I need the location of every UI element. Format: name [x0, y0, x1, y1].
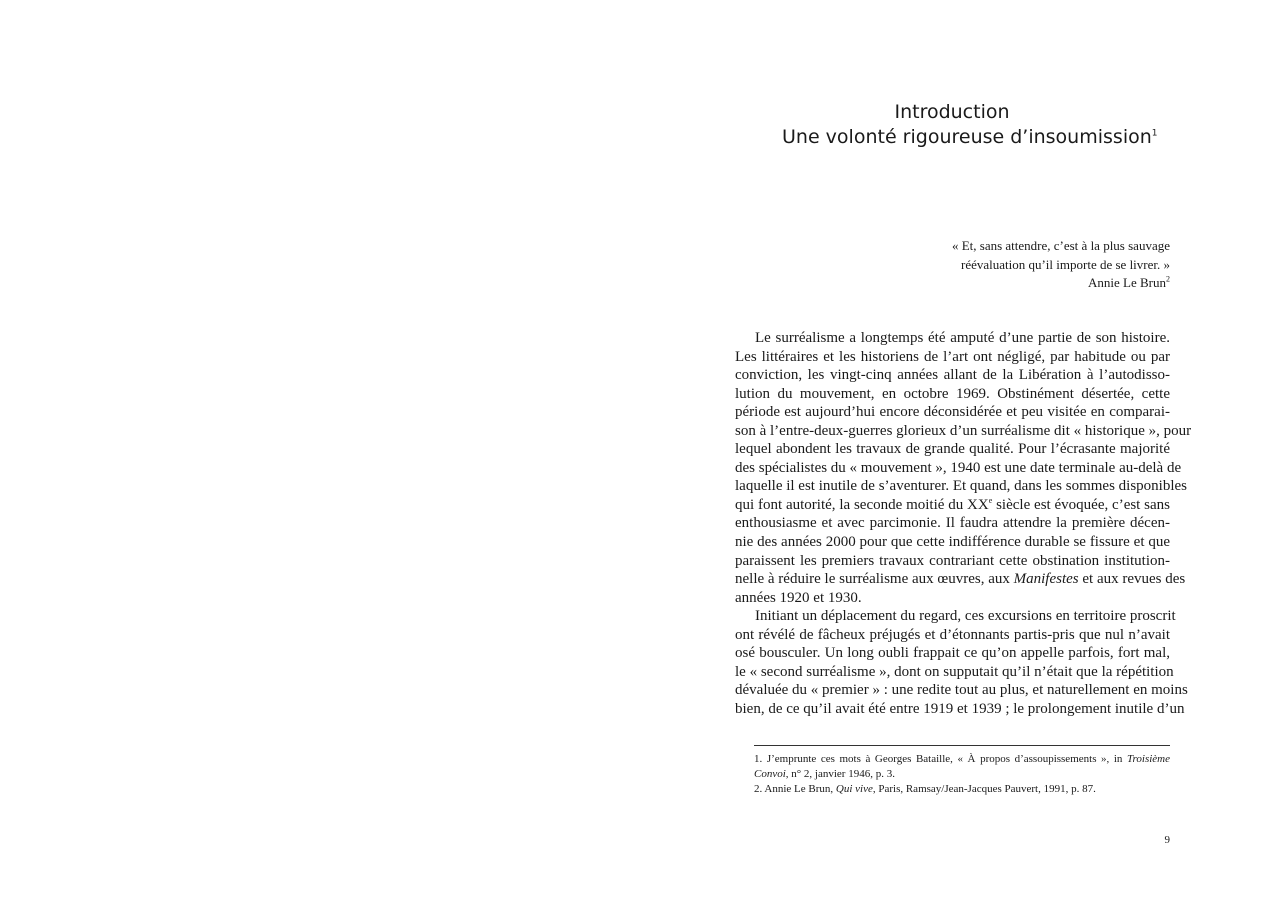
text-line: Le surréalisme a longtemps été amputé d’une partie de son histoire. — [755, 330, 1170, 346]
text-segment: qui font autorité, la seconde moitié du XX — [735, 496, 989, 513]
text-line — [735, 496, 1170, 515]
chapter-title: Introduction — [894, 101, 1010, 123]
footnote-1-line-1 — [754, 752, 1170, 767]
text-line: ont révélé de fâcheux préjugés et d’étonnants partis-pris que nul n’avait — [735, 626, 1170, 643]
italic-title: Manifestes — [1013, 571, 1079, 588]
epigraph-author-name: Annie Le Brun — [1088, 275, 1166, 291]
text-line: Initiant un déplacement du regard, ces excursions en territoire proscrit — [755, 608, 1176, 625]
text-line: période est aujourd’hui encore déconsidérée et peu visitée en comparai- — [735, 404, 1170, 421]
italic-title: Troisième — [1127, 753, 1170, 765]
text-line: des spécialistes du « mouvement », 1940 est une date terminale au-delà de — [735, 459, 1182, 476]
epigraph-line-1: « Et, sans attendre, c’est à la plus sauvage — [951, 238, 1170, 253]
page-number: 9 — [1164, 834, 1170, 846]
text-line: lution du mouvement, en octobre 1969. Obstinément désertée, cette — [735, 385, 1170, 402]
footnote-1-line-2 — [754, 767, 1170, 782]
chapter-subtitle — [782, 125, 1158, 150]
footnotes — [754, 745, 1170, 797]
right-page — [641, 0, 1282, 904]
text-line: dévaluée du « premier » : une redite tout au plus, et naturellement en moins — [735, 682, 1188, 699]
chapter-heading — [782, 100, 1158, 150]
epigraph-author — [841, 274, 1170, 293]
text-segment: 1. J’emprunte ces mots à Georges Bataille, « À propos d’assoupissements », in — [754, 753, 1127, 765]
text-line: conviction, les vingt-cinq années allant de la Libération à l’autodisso- — [735, 367, 1170, 384]
epigraph — [841, 237, 1170, 293]
text-line: son à l’entre-deux-guerres glorieux d’un surréalisme dit « historique », pour — [735, 422, 1192, 439]
text-segment: , Paris, Ramsay/Jean-Jacques Pauvert, 1991, p. 87. — [872, 783, 1096, 795]
footnote-2 — [754, 782, 1170, 797]
text-line: osé bousculer. Un long oubli frappait ce qu’on appelle parfois, fort mal, — [735, 645, 1170, 662]
text-line: laquelle il est inutile de s’aventurer. Et quand, dans les sommes disponibles — [735, 478, 1187, 495]
text-line: lequel abondent les travaux de grande qualité. Pour l’écrasante majorité — [735, 441, 1170, 458]
italic-title: Qui vive — [835, 783, 873, 795]
italic-title: Convoi — [754, 768, 786, 780]
text-line: nie des années 2000 pour que cette indifférence durable se fissure et que — [735, 534, 1170, 551]
text-line: paraissent les premiers travaux contrariant cette obstination institution- — [735, 552, 1170, 569]
body-text — [735, 329, 1192, 718]
chapter-subtitle-text: Une volonté rigoureuse d’insoumission — [782, 126, 1152, 148]
text-segment: et aux revues des — [1078, 571, 1186, 588]
text-line — [735, 570, 1186, 589]
text-segment: nelle à réduire le surréalisme aux œuvres, aux — [735, 571, 1014, 588]
text-segment: 2. Annie Le Brun, — [754, 783, 836, 795]
superscript: e — [988, 495, 993, 505]
text-line: le « second surréalisme », dont on supputait qu’il n’était que la répétition — [735, 663, 1174, 680]
epigraph-line-2: réévaluation qu’il importe de se livrer. » — [960, 256, 1170, 272]
text-line: bien, de ce qu’il avait été entre 1919 et 1939 ; le prolongement inutile d’un — [735, 700, 1185, 717]
footnote-ref-1[interactable]: 1 — [1151, 128, 1158, 139]
text-segment: , n° 2, janvier 1946, p. 3. — [785, 768, 895, 780]
text-segment: siècle est évoquée, c’est sans — [992, 496, 1170, 513]
footnote-ref-2[interactable]: 2 — [1166, 274, 1170, 284]
text-line: enthousiasme et avec parcimonie. Il faudra attendre la première décen- — [735, 515, 1170, 532]
text-line: années 1920 et 1930. — [735, 589, 862, 606]
text-line: Les littéraires et les historiens de l’art ont négligé, par habitude ou par — [735, 348, 1170, 365]
